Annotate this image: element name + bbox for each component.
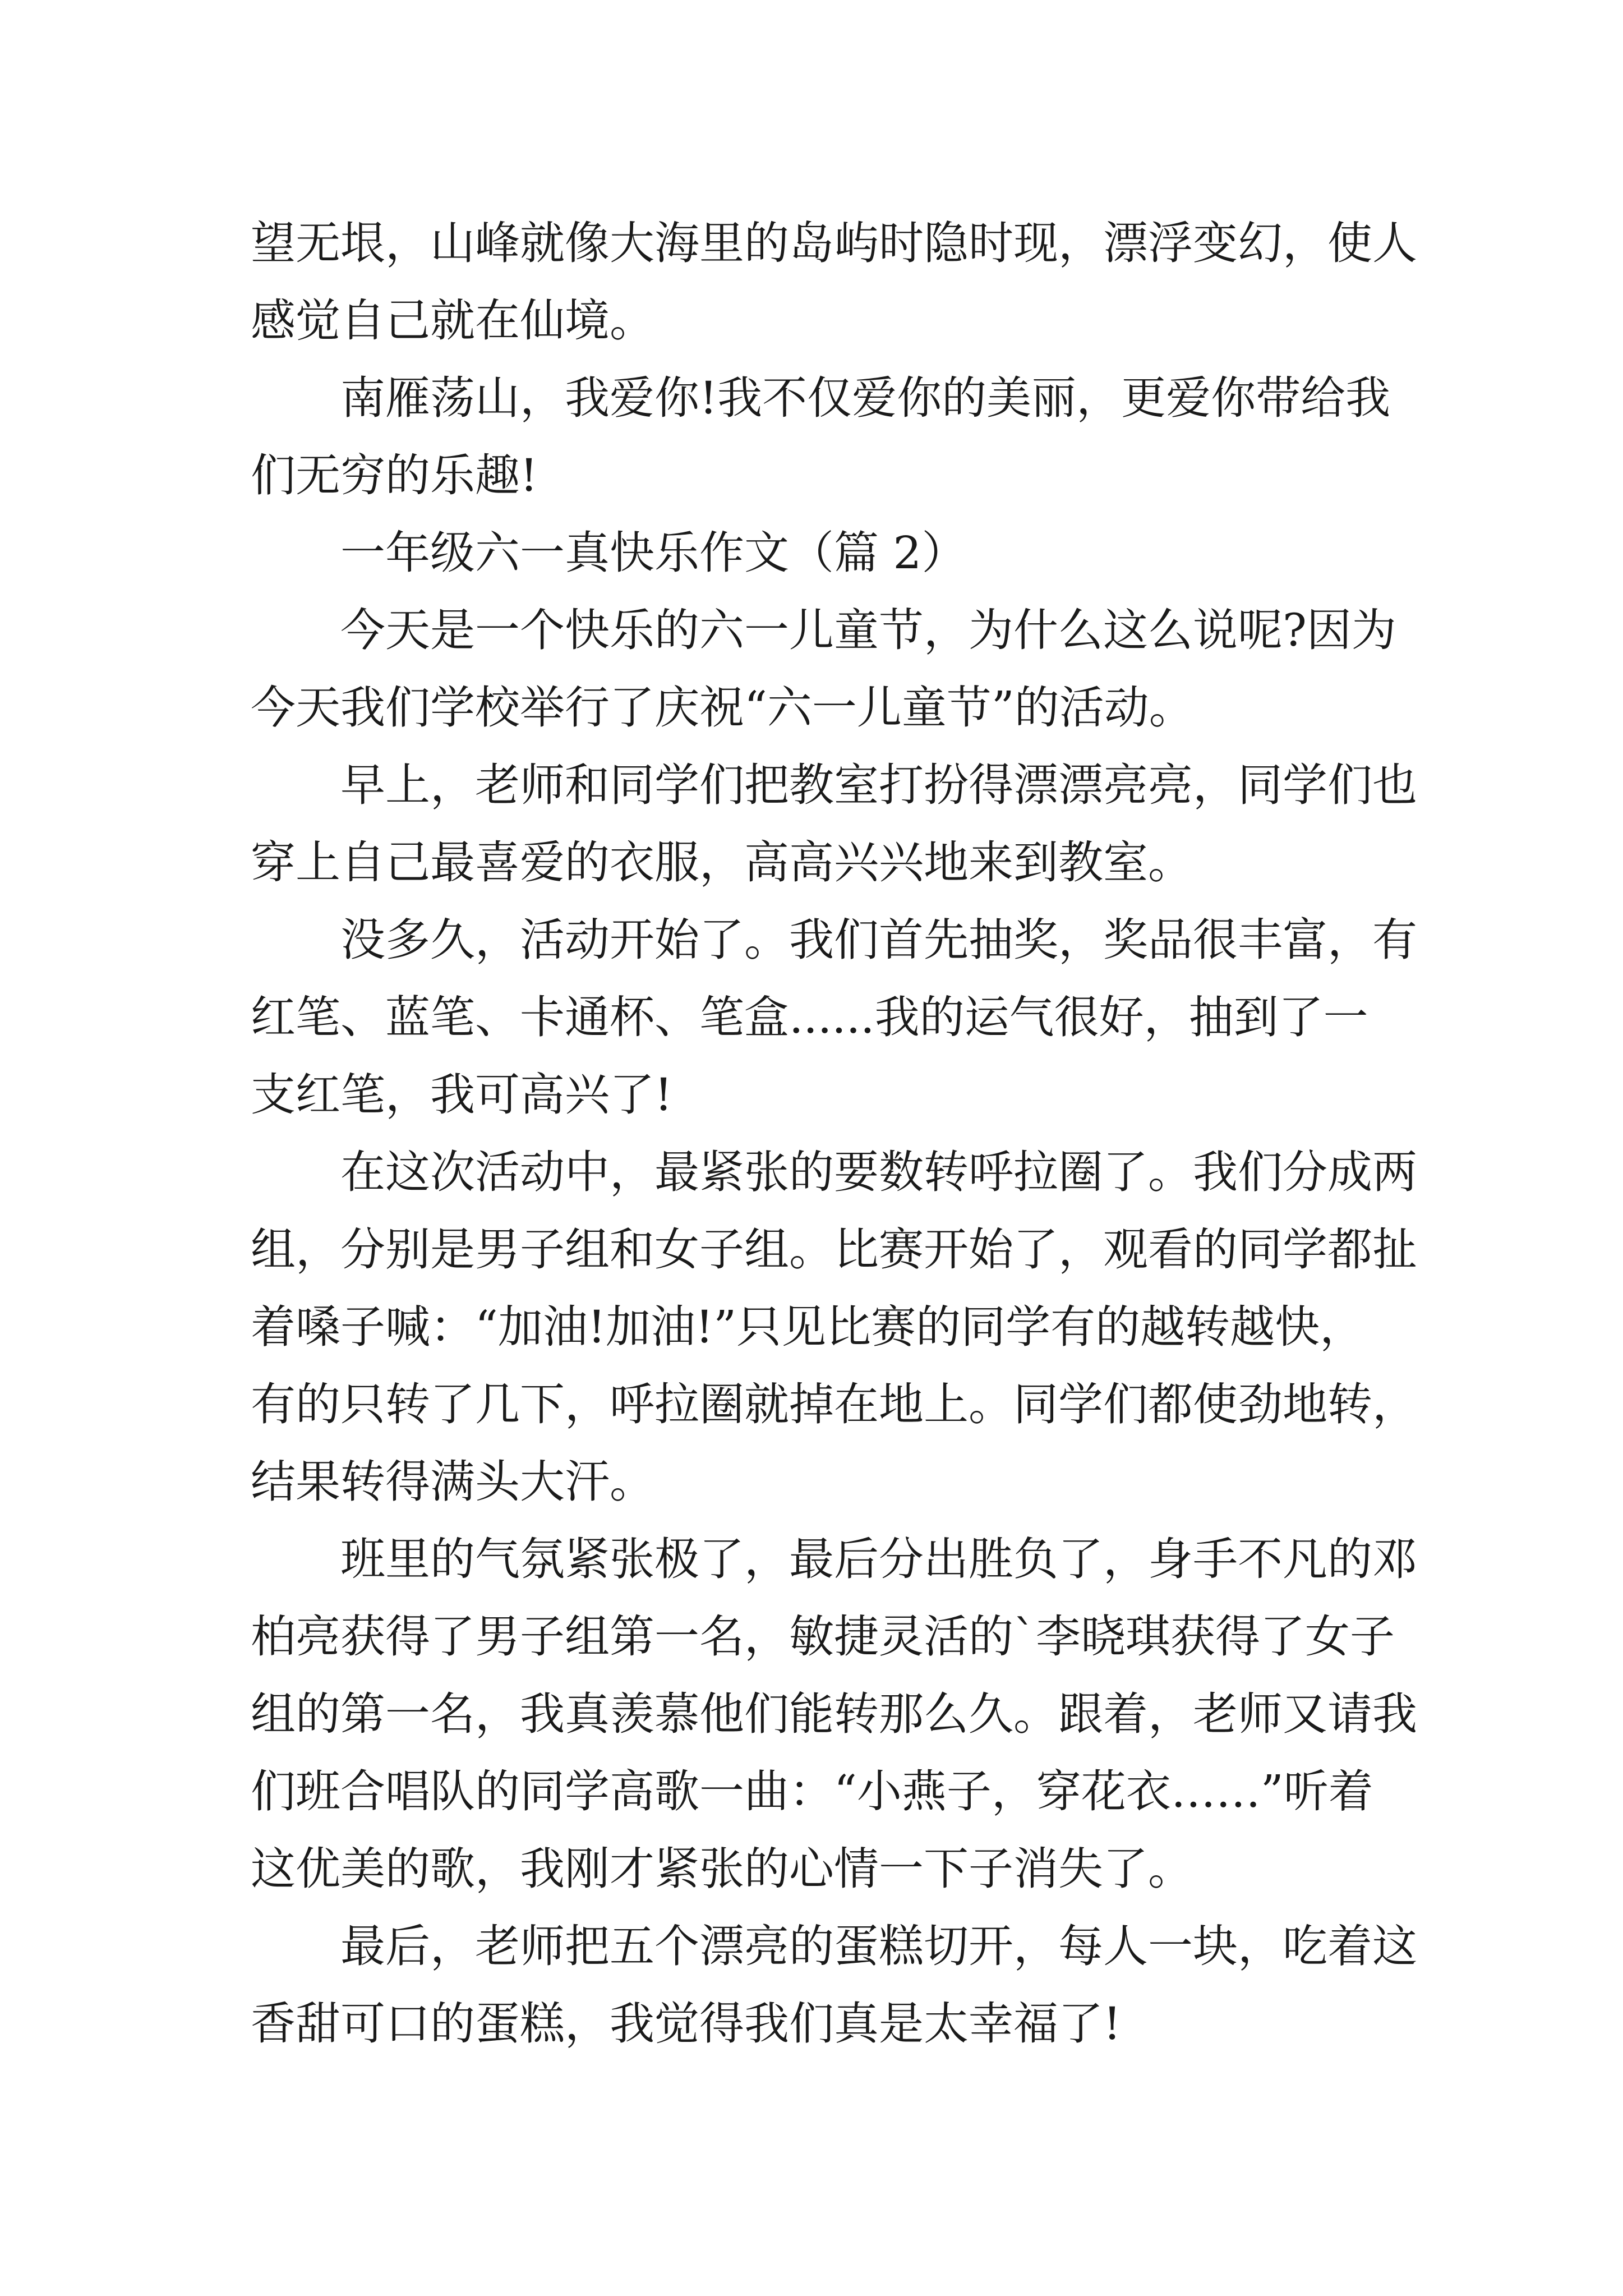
text-line: 们无穷的乐趣! (251, 449, 538, 501)
text-line: 支红笔，我可高兴了! (251, 1069, 673, 1121)
text-line: 这优美的歌，我刚才紧张的心情一下子消失了。 (251, 1843, 1193, 1895)
paragraph-start-line: 在这次活动中，最紧张的要数转呼拉圈了。我们分成两 (340, 1146, 1417, 1198)
essay-heading: 一年级六一真快乐作文（篇 2） (340, 527, 967, 579)
essay-body (251, 205, 1484, 2063)
paragraph-start-line: 今天是一个快乐的六一儿童节，为什么这么说呢?因为 (340, 604, 1396, 656)
text-line: 们班合唱队的同学高歌一曲：“小燕子，穿花衣……”听着 (251, 1765, 1373, 1818)
paragraph-start-line: 没多久，活动开始了。我们首先抽奖，奖品很丰富，有 (340, 914, 1417, 966)
paragraph-start-line: 早上，老师和同学们把教室打扮得漂漂亮亮，同学们也 (340, 759, 1417, 811)
paragraph-start-line: 班里的气氛紧张极了，最后分出胜负了，身手不凡的邓 (340, 1533, 1417, 1585)
paragraph-start-line: 南雁荡山，我爱你!我不仅爱你的美丽，更爱你带给我 (340, 372, 1391, 424)
text-line: 穿上自己最喜爱的衣服，高高兴兴地来到教室。 (251, 836, 1193, 889)
text-line: 组的第一名，我真羡慕他们能转那么久。跟着，老师又请我 (251, 1688, 1417, 1740)
text-line: 结果转得满头大汗。 (251, 1456, 654, 1508)
text-line: 香甜可口的蛋糕，我觉得我们真是太幸福了! (251, 1998, 1122, 2050)
text-line: 组，分别是男子组和女子组。比赛开始了，观看的同学都扯 (251, 1223, 1417, 1276)
paragraph-start-line: 最后，老师把五个漂亮的蛋糕切开，每人一块，吃着这 (340, 1920, 1417, 1972)
text-line: 着嗓子喊：“加油!加油!”只见比赛的同学有的越转越快， (251, 1301, 1365, 1353)
text-line: 望无垠，山峰就像大海里的岛屿时隐时现，漂浮变幻，使人 (251, 217, 1417, 269)
text-line: 柏亮获得了男子组第一名，敏捷灵活的`李晓琪获得了女子 (251, 1611, 1395, 1663)
text-line: 今天我们学校举行了庆祝“六一儿童节”的活动。 (251, 682, 1194, 734)
text-line: 感觉自己就在仙境。 (251, 295, 654, 347)
text-line: 红笔、蓝笔、卡通杯、笔盒......我的运气很好，抽到了一 (251, 991, 1368, 1043)
text-line: 有的只转了几下，呼拉圈就掉在地上。同学们都使劲地转， (251, 1378, 1417, 1430)
